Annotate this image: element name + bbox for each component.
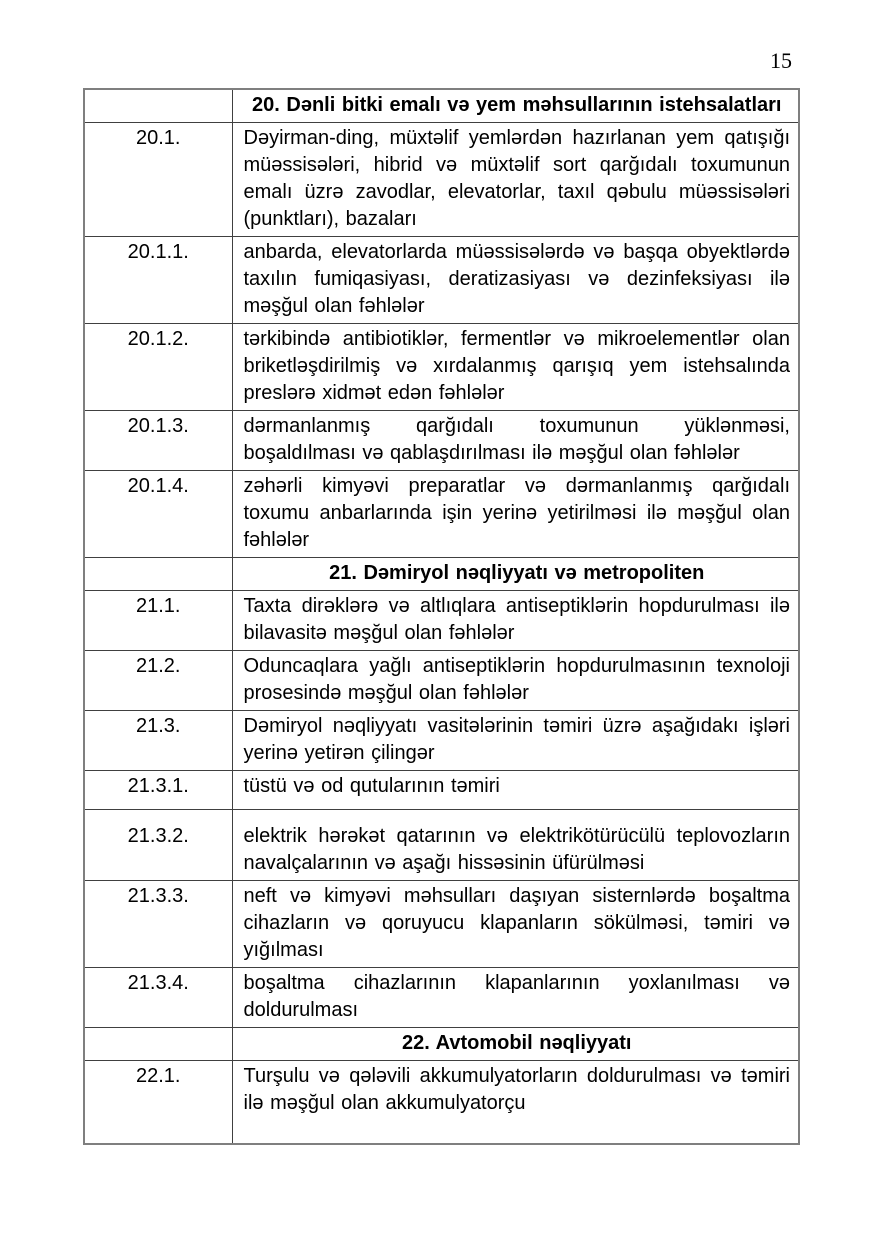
row-number-cell: 21.3.1.	[84, 771, 232, 810]
table-row	[84, 471, 799, 558]
table-row	[84, 771, 799, 810]
table-row	[84, 1061, 799, 1145]
table-row	[84, 324, 799, 411]
row-number-cell: 21.1.	[84, 591, 232, 651]
row-description: Oduncaqlara yağlı antiseptiklərin hopdurulmasının texnoloji prosesində məşğul olan fəhlələr	[232, 651, 799, 711]
row-number-cell: 21.3.4.	[84, 968, 232, 1028]
row-number-cell	[84, 558, 232, 591]
row-number-cell: 21.3.3.	[84, 881, 232, 968]
row-description: Taxta dirəklərə və altlıqlara antiseptiklərin hopdurulması ilə bilavasitə məşğul olan fəhlələr	[232, 591, 799, 651]
row-description: neft və kimyəvi məhsulları daşıyan sisternlərdə boşaltma cihazların və qoruyucu klapanların sökülməsi, təmiri və yığılması	[232, 881, 799, 968]
table-row	[84, 711, 799, 771]
row-number-cell: 20.1.2.	[84, 324, 232, 411]
table-body	[84, 89, 799, 1144]
row-number-cell: 21.3.2.	[84, 810, 232, 881]
row-description: zəhərli kimyəvi preparatlar və dərmanlanmış qarğıdalı toxumu anbarlarında işin yerinə yetirilməsi ilə məşğul olan fəhlələr	[232, 471, 799, 558]
row-description: tərkibində antibiotiklər, fermentlər və mikroelementlər olan briketləşdirilmiş və xırdalanmış qarışıq yem istehsalında preslərə xidmət edən fəhlələr	[232, 324, 799, 411]
row-description: tüstü və od qutularının təmiri	[232, 771, 799, 810]
row-description: Turşulu və qələvili akkumulyatorların doldurulması və təmiri ilə məşğul olan akkumulyatorçu	[232, 1061, 799, 1145]
section-header-row	[84, 89, 799, 123]
table-row	[84, 411, 799, 471]
table-row	[84, 123, 799, 237]
row-number-cell: 20.1.1.	[84, 237, 232, 324]
row-description: Dəyirman-ding, müxtəlif yemlərdən hazırlanan yem qatışığı müəssisələri, hibrid və müxtəlif sort qarğıdalı toxumunun emalı üzrə zavodlar, elevatorlar, taxıl qəbulu müəssisələri (punktları), bazaları	[232, 123, 799, 237]
row-number-cell: 21.2.	[84, 651, 232, 711]
row-number-cell: 20.1.	[84, 123, 232, 237]
row-description: elektrik hərəkət qatarının və elektrikötürücülü teplovozların navalçalarının və aşağı hissəsinin üfürülməsi	[232, 810, 799, 881]
row-number-cell: 20.1.4.	[84, 471, 232, 558]
table-row	[84, 810, 799, 881]
row-description: Dəmiryol nəqliyyatı vasitələrinin təmiri üzrə aşağıdakı işləri yerinə yetirən çilingər	[232, 711, 799, 771]
table-row	[84, 651, 799, 711]
section-title: 21. Dəmiryol nəqliyyatı və metropoliten	[232, 558, 799, 591]
row-description: boşaltma cihazlarının klapanlarının yoxlanılması və doldurulması	[232, 968, 799, 1028]
page-number: 15	[770, 48, 792, 73]
row-number-cell	[84, 89, 232, 123]
table-row	[84, 237, 799, 324]
row-number-cell: 21.3.	[84, 711, 232, 771]
table-row	[84, 968, 799, 1028]
section-title: 22. Avtomobil nəqliyyatı	[232, 1028, 799, 1061]
occupations-table	[83, 88, 800, 1145]
section-title: 20. Dənli bitki emalı və yem məhsullarının istehsalatları	[232, 89, 799, 123]
table-row	[84, 591, 799, 651]
section-header-row	[84, 1028, 799, 1061]
row-number-cell: 20.1.3.	[84, 411, 232, 471]
row-number-cell: 22.1.	[84, 1061, 232, 1145]
row-description: dərmanlanmış qarğıdalı toxumunun yüklənməsi, boşaldılması və qablaşdırılması ilə məşğul olan fəhlələr	[232, 411, 799, 471]
table-row	[84, 881, 799, 968]
section-header-row	[84, 558, 799, 591]
row-description: anbarda, elevatorlarda müəssisələrdə və başqa obyektlərdə taxılın fumiqasiyası, deratizasiyası və dezinfeksiyası ilə məşğul olan fəhlələr	[232, 237, 799, 324]
row-number-cell	[84, 1028, 232, 1061]
